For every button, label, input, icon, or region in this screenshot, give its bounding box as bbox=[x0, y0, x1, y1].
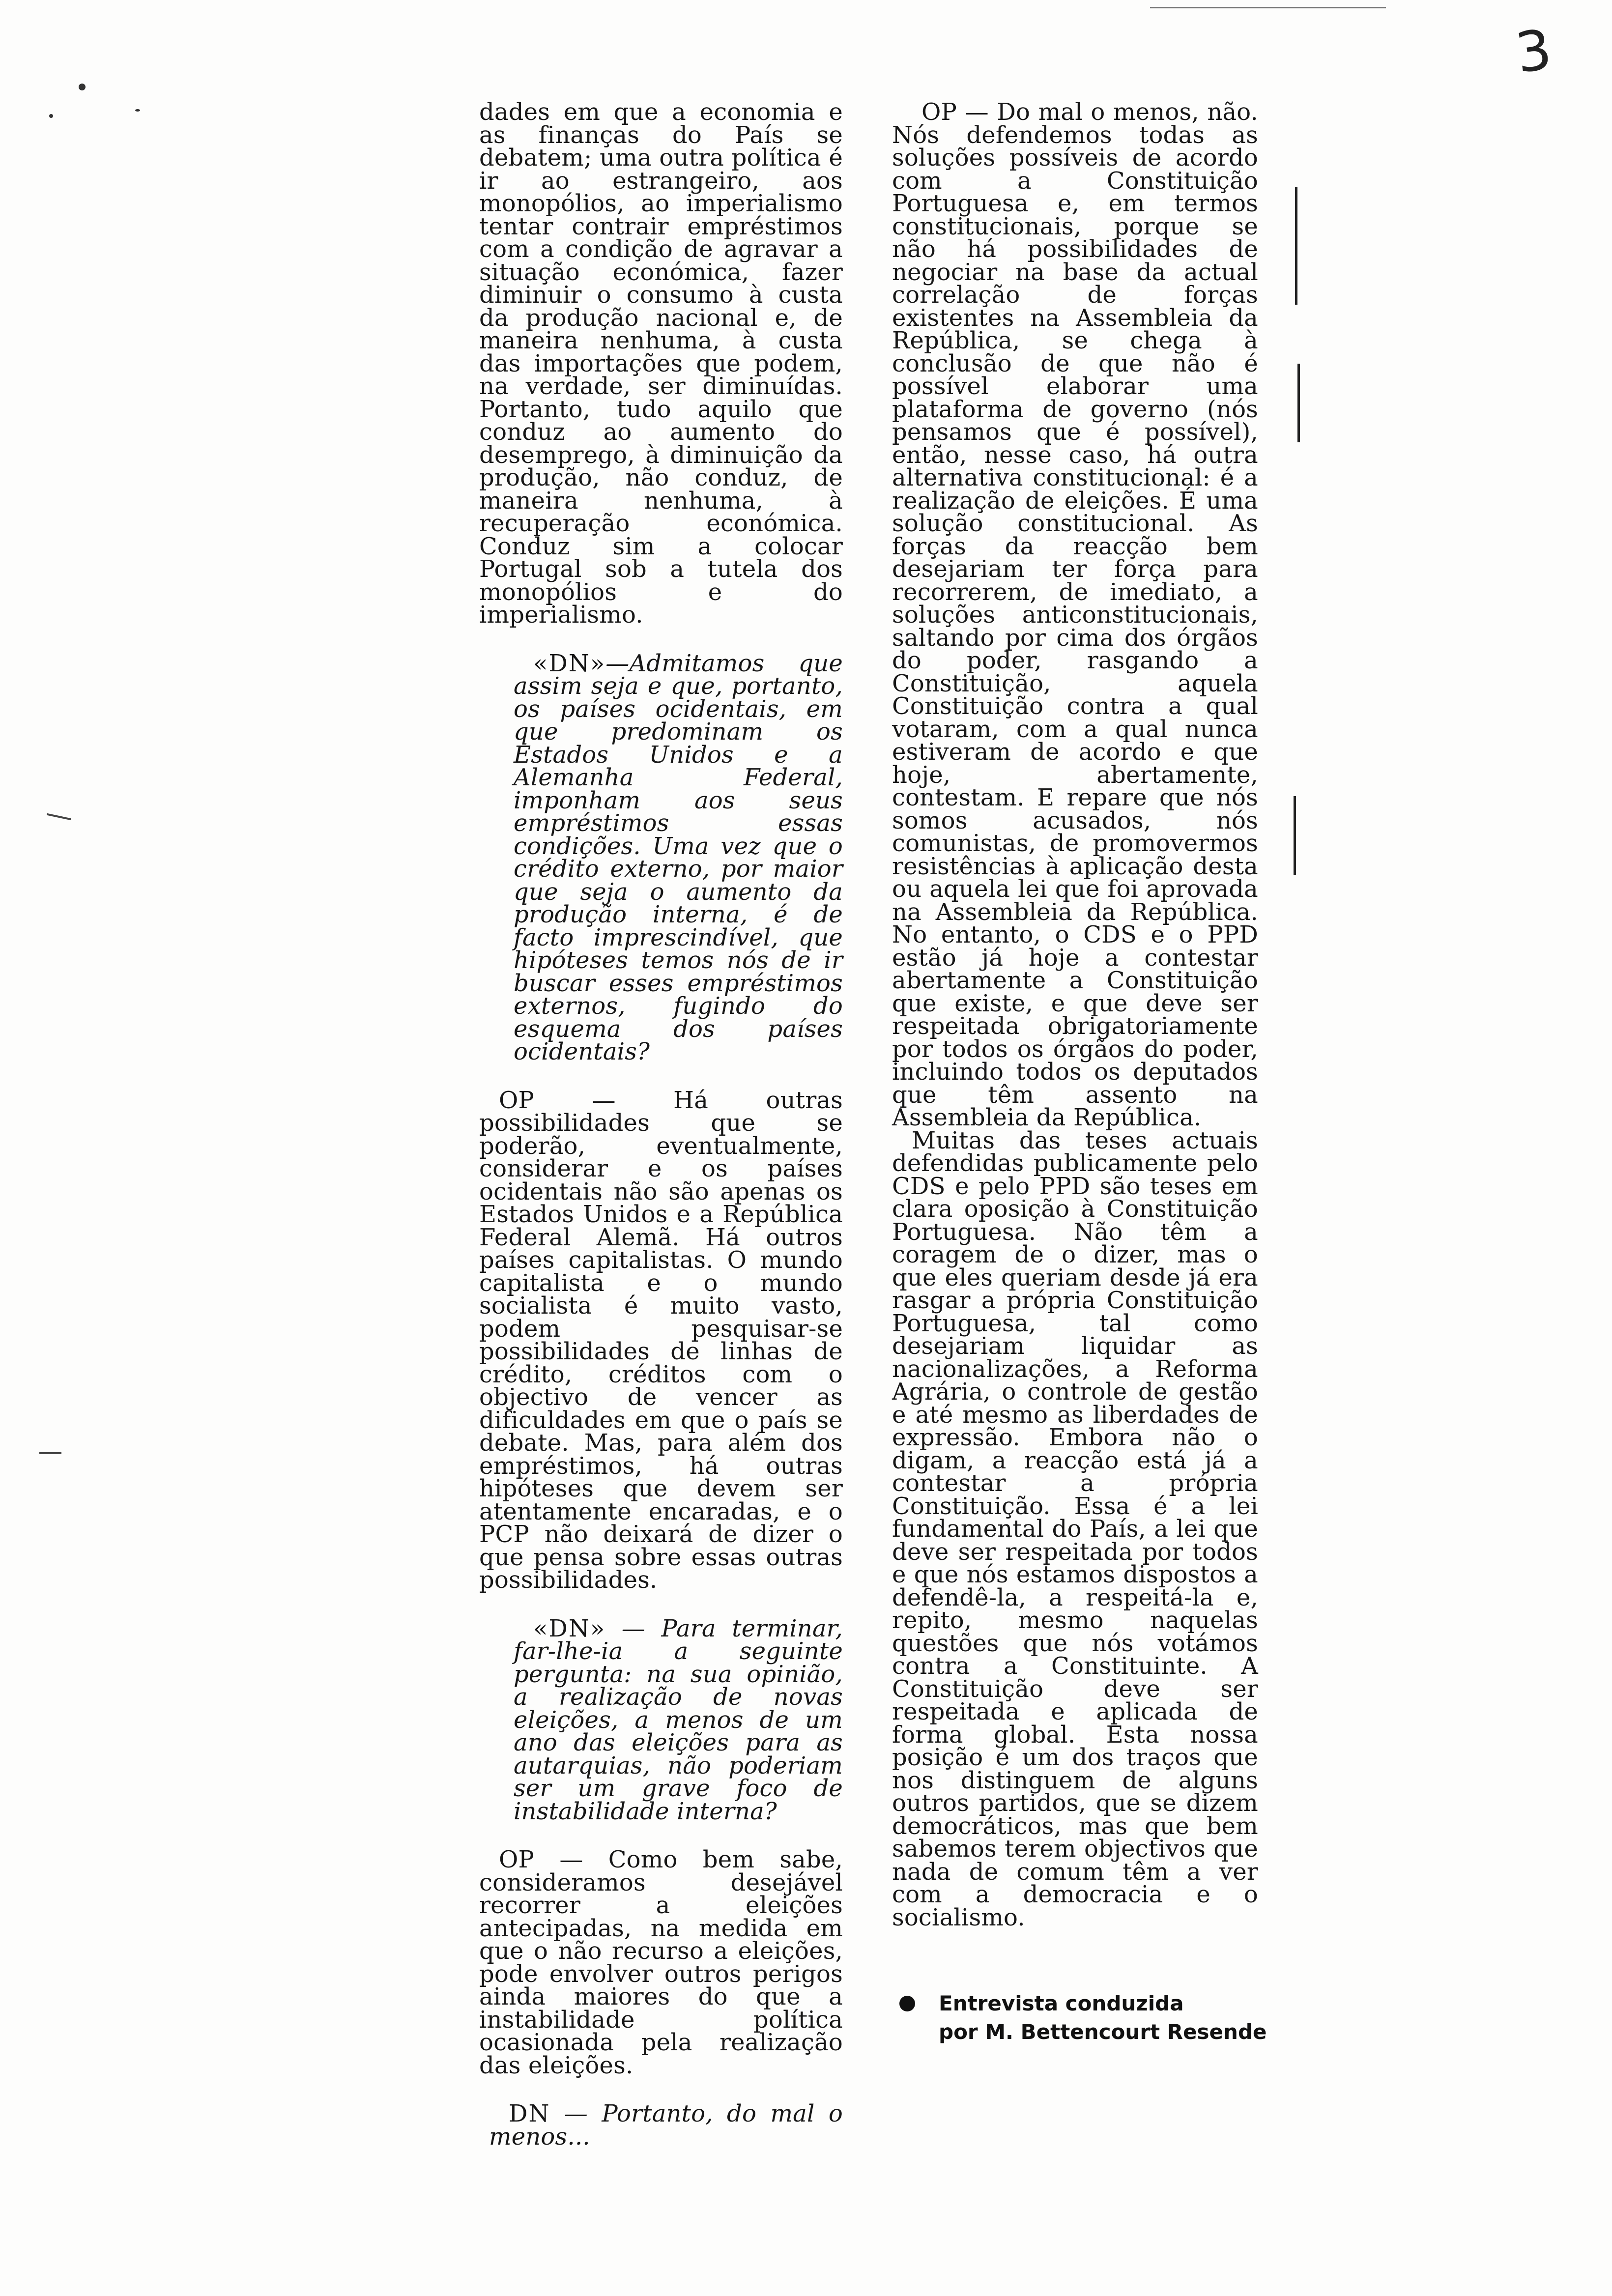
interviewee-answer bbox=[892, 98, 1258, 1131]
scan-mark bbox=[39, 1452, 61, 1454]
answer-text: — Há outras possibilidades que se poderão, eventualmente, considerar e os países ocidentais não são apenas os Estados Unidos e a República Federal Alemã. Há outros países capitalistas. O mundo capitalista e o mundo socialista é muito vasto, podem pesquisar-se possibilidades de linhas de crédito, créditos com o objectivo de vencer as dificuldades em que o país se debate. Mas, para além dos empréstimos, há outras hipóteses que devem ser atentamente encaradas, e o PCP não deixará de dizer o que pensa sobre essas outras possibilidades. bbox=[479, 1086, 843, 1594]
interviewee-answer bbox=[479, 1086, 843, 1594]
scan-speck bbox=[135, 109, 140, 112]
article-paragraph: dades em que a economia e as finanças do País se debatem; uma outra política é ir ao estrangeiro, aos monopólios, ao imperialismo tentar contrair empréstimos com a condição de agravar a situação económica, fazer diminuir o consumo à custa da produção nacional e, de maneira nenhuma, à custa das importações que podem, na verdade, ser diminuídas. Portanto, tudo aquilo que conduz ao aumento do desemprego, à diminuição da produção, não conduz, de maneira nenhuma, à recuperação económica. Conduz sim a colocar Portugal sob a tutela dos monopólios e do imperialismo. bbox=[479, 98, 843, 629]
speaker-label: DN bbox=[509, 2100, 550, 2127]
right-column bbox=[892, 98, 1258, 1931]
speaker-label: OP bbox=[921, 98, 957, 126]
scan-mark bbox=[47, 813, 71, 820]
interview-credit bbox=[899, 1989, 1273, 2046]
bullet-icon bbox=[899, 1996, 915, 2011]
credit-line-2: por M. Bettencourt Resende bbox=[939, 2020, 1267, 2044]
margin-rule bbox=[1297, 364, 1300, 442]
interviewer-question bbox=[489, 2100, 843, 2151]
top-edge-rule bbox=[1150, 7, 1386, 8]
question-text: — Para terminar, far-lhe-ia a seguinte pergunta: na sua opinião, a realização de novas eleições, a menos de um ano das eleições para as autarquias, não poderiam ser um grave foco de instabilidade interna? bbox=[514, 1614, 843, 1825]
answer-text: — Do mal o menos, não. Nós defendemos todas as soluções possíveis de acordo com a Constituição Portuguesa e, em termos constitucionais, porque se não há possibilidades de negociar na base da actual correlação de forças existentes na Assembleia da República, se chega à conclusão de que não é possível elaborar uma plataforma de governo (nós pensamos que é possível), então, nesse caso, há outra alternativa constitucional: é a realização de eleições. É uma solução constitucional. As forças da reacção bem desejariam ter força para recorrerem, de imediato, a soluções anticonstitucionais, saltando por cima dos órgãos do poder, rasgando a Constituição, aquela Constituição contra a qual votaram, com a qual nunca estiveram de acordo e que hoje, abertamente, contestam. E repare que nós somos acusados, nós comunistas, de promovermos resistências à aplicação desta ou aquela lei que foi aprovada na Assembleia da República. No entanto, o CDS e o PPD estão já hoje a contestar abertamente a Constituição que existe, e que deve ser respeitada obrigatoriamente por todos os órgãos do poder, incluindo todos os deputados que têm assento na Assembleia da República. bbox=[892, 98, 1258, 1131]
handwritten-page-number: 3 bbox=[1512, 17, 1555, 86]
credit-text-1: Entrevista conduzida bbox=[939, 1991, 1184, 2015]
scan-speck bbox=[79, 84, 86, 90]
interviewer-question bbox=[514, 1614, 843, 1825]
interviewer-question bbox=[514, 649, 843, 1065]
article-paragraph: Muitas das teses actuais defendidas publicamente pelo CDS e pelo PPD são teses em clara oposição à Constituição Portuguesa. Não têm a coragem de o dizer, mas o que eles queriam desde já era rasgar a própria Constituição Portuguesa, tal como desejariam liquidar as nacionalizações, a Reforma Agrária, o controle de gestão e até mesmo as liberdades de expressão. Embora não o digam, a reacção está já a contestar a própria Constituição. Essa é a lei fundamental do País, a lei que deve ser respeitada por todos e que nós estamos dispostos a defendê-la, a respeitá-la e, repito, mesmo naquelas questões que nós votámos contra a Constituinte. A Constituição deve ser respeitada e aplicada de forma global. Esta nossa posição é um dos traços que nos distinguem de alguns outros partidos, que se dizem democráticos, mas que bem sabemos terem objectivos que nada de comum têm a ver com a democracia e o socialismo. bbox=[892, 1126, 1258, 1931]
scan-speck bbox=[49, 114, 53, 118]
speaker-label: «DN» bbox=[533, 649, 606, 677]
left-column bbox=[479, 98, 843, 2151]
margin-rule bbox=[1295, 187, 1297, 305]
speaker-label: OP bbox=[499, 1846, 535, 1873]
speaker-label: «DN» bbox=[533, 1614, 606, 1642]
margin-rule bbox=[1294, 796, 1296, 875]
speaker-label: OP bbox=[499, 1086, 535, 1114]
question-text: —Admitamos que assim seja e que, portanto, os países ocidentais, em que predominam os Estados Unidos e a Alemanha Federal, imponham aos seus empréstimos essas condições. Uma vez que o crédito externo, por maior que seja o aumento da produção interna, é de facto imprescindível, que hipóteses temos nós de ir buscar esses empréstimos externos, fugindo do esquema dos países ocidentais? bbox=[514, 649, 843, 1065]
answer-text: — Como bem sabe, consideramos desejável recorrer a eleições antecipadas, na medida em que o não recurso a eleições, pode envolver outros perigos ainda maiores do que a instabilidade política ocasionada pela realização das eleições. bbox=[479, 1846, 843, 2079]
interviewee-answer bbox=[479, 1848, 843, 2077]
credit-line-1 bbox=[899, 1989, 1273, 2018]
question-text: — Portanto, do mal o menos... bbox=[489, 2100, 843, 2151]
